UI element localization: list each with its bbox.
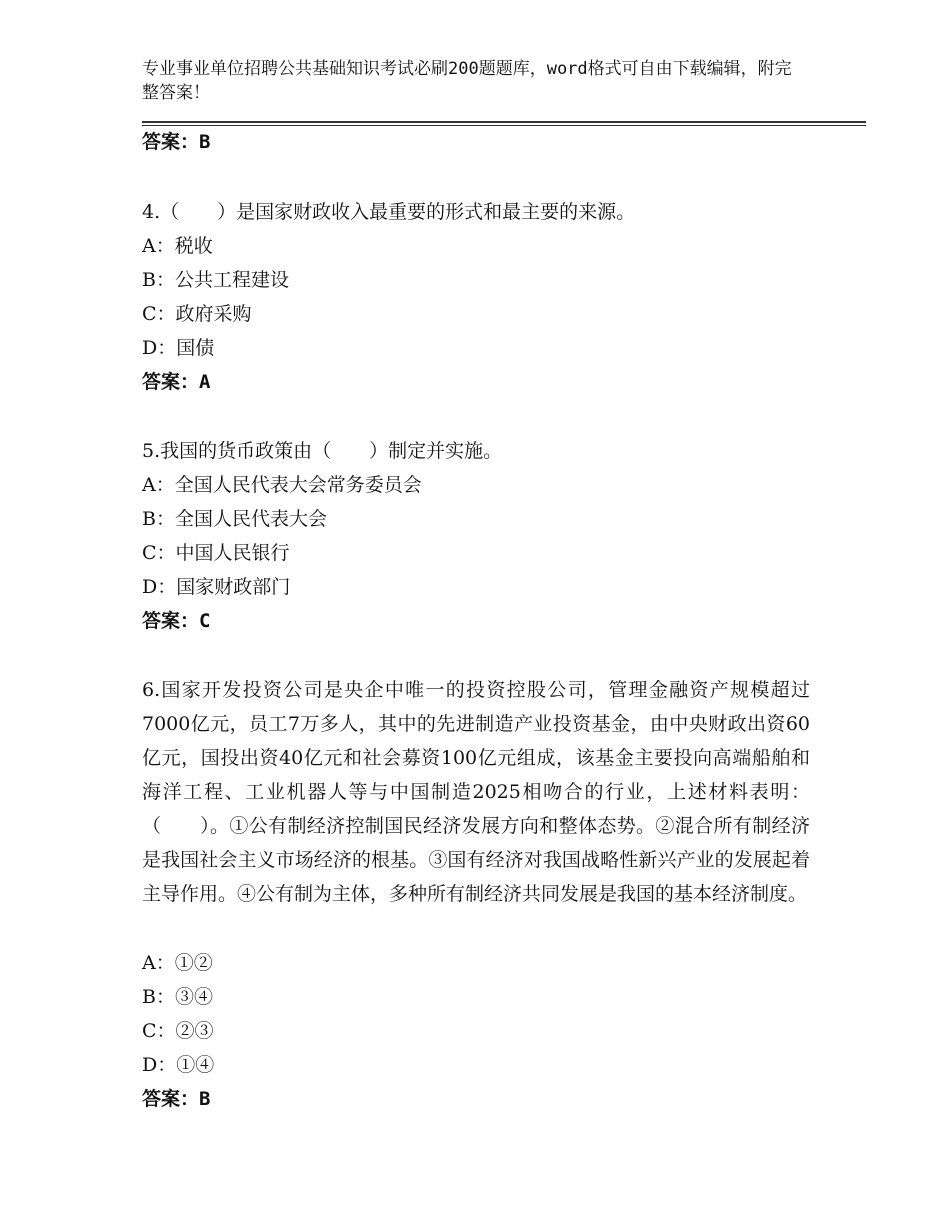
question-5-option-d: D：国家财政部门 [142, 576, 291, 598]
question-4-stem: 4.（ ）是国家财政收入最重要的形式和最主要的来源。 [142, 201, 636, 223]
question-6-option-a: A：①② [142, 952, 213, 974]
question-4-answer: 答案：A [142, 371, 211, 393]
question-4-option-a: A：税收 [142, 235, 213, 257]
page-header: 专业事业单位招聘公共基础知识考试必刷200题题库，word格式可自由下载编辑，附完整答案！ [142, 59, 792, 103]
header-divider [142, 121, 866, 123]
question-4-option-d: D：国债 [142, 337, 215, 359]
question-6-option-b: B：③④ [142, 986, 213, 1008]
question-4-option-c: C：政府采购 [142, 303, 252, 325]
question-4-option-b: B：公共工程建设 [142, 269, 289, 291]
question-6-option-d: D：①④ [142, 1054, 215, 1076]
question-6-answer: 答案：B [142, 1088, 211, 1110]
question-5-option-c: C：中国人民银行 [142, 542, 290, 564]
question-6-option-c: C：②③ [142, 1020, 214, 1042]
question-6-stem: 6.国家开发投资公司是央企中唯一的投资控股公司，管理金融资产规模超过7000亿元，员工7万多人，其中的先进制造产业投资基金，由中央财政出资60亿元，国投出资40亿元和社会募资100亿元组成，该基金主要投向高端船舶和海洋工程、工业机器人等与中国制造2025相吻合的行业，上述材料表明：（ ）。①公有制经济控制国民经济发展方向和整体态势。②混合所有制经济是我国社会主义市场经济的根基。③国有经济对我国战略性新兴产业的发展起着主导作用。④公有制为主体，多种所有制经济共同发展是我国的基本经济制度。 [142, 679, 810, 905]
question-5-option-b: B：全国人民代表大会 [142, 508, 327, 530]
question-5-answer: 答案：C [142, 610, 211, 632]
answer-previous: 答案：B [142, 131, 211, 153]
question-5-option-a: A：全国人民代表大会常务委员会 [142, 474, 422, 496]
header-divider-thin [142, 125, 866, 126]
question-5-stem: 5.我国的货币政策由（ ）制定并实施。 [142, 440, 503, 462]
